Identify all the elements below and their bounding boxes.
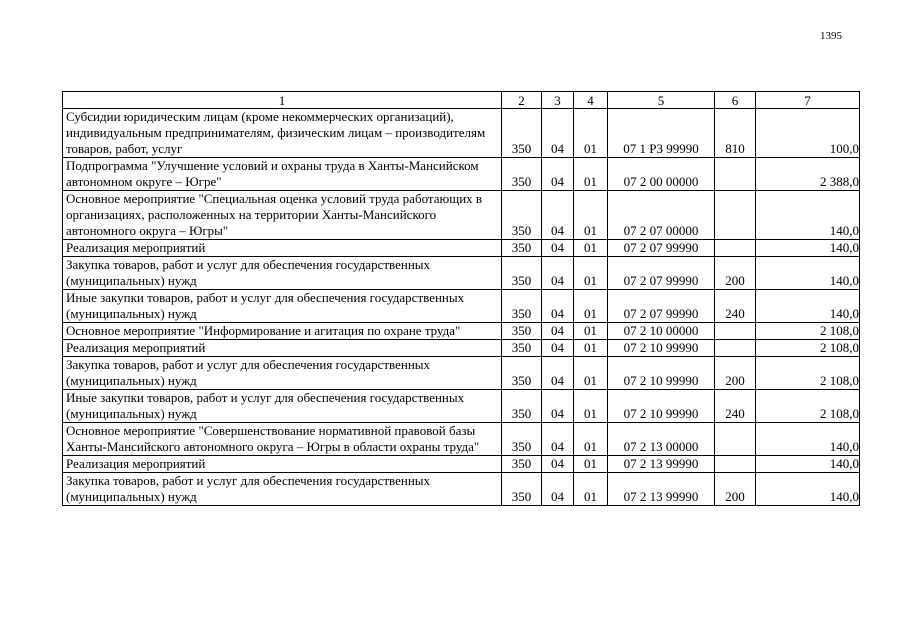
cell-section: 04 bbox=[542, 456, 574, 473]
table-row bbox=[63, 257, 860, 290]
cell-amount: 140,0 bbox=[756, 240, 860, 257]
table-row bbox=[63, 423, 860, 456]
cell-amount: 2 108,0 bbox=[756, 357, 860, 390]
cell-target-article: 07 2 07 00000 bbox=[608, 191, 715, 240]
row-name: Реализация мероприятий bbox=[63, 240, 502, 257]
cell-expense-type: 240 bbox=[715, 290, 756, 323]
column-header: 2 bbox=[502, 92, 542, 109]
page-number: 1395 bbox=[820, 30, 842, 42]
cell-target-article: 07 2 07 99990 bbox=[608, 257, 715, 290]
cell-target-article: 07 2 10 99990 bbox=[608, 390, 715, 423]
cell-target-article: 07 2 10 00000 bbox=[608, 323, 715, 340]
table-row bbox=[63, 240, 860, 257]
cell-subsection: 01 bbox=[574, 423, 608, 456]
cell-section: 04 bbox=[542, 423, 574, 456]
cell-expense-type bbox=[715, 340, 756, 357]
cell-section: 04 bbox=[542, 257, 574, 290]
cell-subsection: 01 bbox=[574, 390, 608, 423]
row-name: Основное мероприятие "Информирование и агитация по охране труда" bbox=[63, 323, 502, 340]
table-row bbox=[63, 473, 860, 506]
table-row bbox=[63, 357, 860, 390]
cell-subsection: 01 bbox=[574, 290, 608, 323]
cell-subsection: 01 bbox=[574, 340, 608, 357]
cell-subsection: 01 bbox=[574, 357, 608, 390]
cell-section: 04 bbox=[542, 109, 574, 158]
cell-expense-type: 810 bbox=[715, 109, 756, 158]
cell-ministry-code: 350 bbox=[502, 323, 542, 340]
cell-section: 04 bbox=[542, 390, 574, 423]
cell-ministry-code: 350 bbox=[502, 191, 542, 240]
cell-target-article: 07 2 07 99990 bbox=[608, 290, 715, 323]
cell-target-article: 07 1 P3 99990 bbox=[608, 109, 715, 158]
cell-amount: 100,0 bbox=[756, 109, 860, 158]
cell-amount: 2 108,0 bbox=[756, 323, 860, 340]
row-name: Закупка товаров, работ и услуг для обеспечения государственных (муниципальных) нужд bbox=[63, 473, 502, 506]
table-row bbox=[63, 456, 860, 473]
cell-section: 04 bbox=[542, 158, 574, 191]
column-header: 5 bbox=[608, 92, 715, 109]
cell-section: 04 bbox=[542, 290, 574, 323]
column-header: 7 bbox=[756, 92, 860, 109]
cell-ministry-code: 350 bbox=[502, 357, 542, 390]
cell-subsection: 01 bbox=[574, 473, 608, 506]
cell-target-article: 07 2 00 00000 bbox=[608, 158, 715, 191]
table-row bbox=[63, 290, 860, 323]
cell-section: 04 bbox=[542, 240, 574, 257]
cell-section: 04 bbox=[542, 191, 574, 240]
cell-ministry-code: 350 bbox=[502, 257, 542, 290]
cell-target-article: 07 2 10 99990 bbox=[608, 357, 715, 390]
cell-amount: 2 108,0 bbox=[756, 340, 860, 357]
cell-ministry-code: 350 bbox=[502, 109, 542, 158]
row-name: Закупка товаров, работ и услуг для обеспечения государственных (муниципальных) нужд bbox=[63, 257, 502, 290]
cell-section: 04 bbox=[542, 473, 574, 506]
cell-amount: 140,0 bbox=[756, 257, 860, 290]
cell-expense-type bbox=[715, 158, 756, 191]
table-row bbox=[63, 323, 860, 340]
table-row bbox=[63, 109, 860, 158]
cell-ministry-code: 350 bbox=[502, 456, 542, 473]
cell-expense-type bbox=[715, 191, 756, 240]
cell-ministry-code: 350 bbox=[502, 423, 542, 456]
row-name: Реализация мероприятий bbox=[63, 456, 502, 473]
cell-subsection: 01 bbox=[574, 456, 608, 473]
cell-ministry-code: 350 bbox=[502, 240, 542, 257]
table-row bbox=[63, 191, 860, 240]
cell-expense-type bbox=[715, 240, 756, 257]
cell-ministry-code: 350 bbox=[502, 473, 542, 506]
cell-target-article: 07 2 13 99990 bbox=[608, 456, 715, 473]
cell-subsection: 01 bbox=[574, 191, 608, 240]
cell-subsection: 01 bbox=[574, 109, 608, 158]
table-row bbox=[63, 340, 860, 357]
cell-amount: 2 388,0 bbox=[756, 158, 860, 191]
row-name: Иные закупки товаров, работ и услуг для обеспечения государственных (муниципальных) нужд bbox=[63, 290, 502, 323]
cell-amount: 140,0 bbox=[756, 423, 860, 456]
cell-target-article: 07 2 10 99990 bbox=[608, 340, 715, 357]
cell-amount: 140,0 bbox=[756, 290, 860, 323]
cell-subsection: 01 bbox=[574, 323, 608, 340]
cell-amount: 140,0 bbox=[756, 473, 860, 506]
cell-amount: 140,0 bbox=[756, 191, 860, 240]
cell-expense-type: 200 bbox=[715, 257, 756, 290]
table-row bbox=[63, 158, 860, 191]
cell-target-article: 07 2 13 00000 bbox=[608, 423, 715, 456]
cell-amount: 2 108,0 bbox=[756, 390, 860, 423]
cell-ministry-code: 350 bbox=[502, 290, 542, 323]
cell-expense-type bbox=[715, 423, 756, 456]
cell-expense-type: 200 bbox=[715, 473, 756, 506]
cell-subsection: 01 bbox=[574, 257, 608, 290]
cell-target-article: 07 2 07 99990 bbox=[608, 240, 715, 257]
table-header-row bbox=[63, 92, 860, 109]
column-header: 6 bbox=[715, 92, 756, 109]
column-header: 4 bbox=[574, 92, 608, 109]
cell-subsection: 01 bbox=[574, 158, 608, 191]
cell-ministry-code: 350 bbox=[502, 390, 542, 423]
cell-subsection: 01 bbox=[574, 240, 608, 257]
row-name: Иные закупки товаров, работ и услуг для обеспечения государственных (муниципальных) нужд bbox=[63, 390, 502, 423]
cell-section: 04 bbox=[542, 357, 574, 390]
cell-amount: 140,0 bbox=[756, 456, 860, 473]
cell-ministry-code: 350 bbox=[502, 340, 542, 357]
cell-section: 04 bbox=[542, 323, 574, 340]
cell-expense-type: 200 bbox=[715, 357, 756, 390]
budget-table bbox=[62, 91, 860, 506]
row-name: Реализация мероприятий bbox=[63, 340, 502, 357]
cell-expense-type: 240 bbox=[715, 390, 756, 423]
cell-target-article: 07 2 13 99990 bbox=[608, 473, 715, 506]
cell-ministry-code: 350 bbox=[502, 158, 542, 191]
row-name: Основное мероприятие "Совершенствование нормативной правовой базы Ханты-Мансийского автономного округа – Югры в области охраны труда" bbox=[63, 423, 502, 456]
row-name: Основное мероприятие "Специальная оценка условий труда работающих в организациях, расположенных на территории Ханты-Мансийского автономного округа – Югры" bbox=[63, 191, 502, 240]
cell-section: 04 bbox=[542, 340, 574, 357]
row-name: Субсидии юридическим лицам (кроме некоммерческих организаций), индивидуальным предпринимателям, физическим лицам – производителям товаров, работ, услуг bbox=[63, 109, 502, 158]
cell-expense-type bbox=[715, 456, 756, 473]
table-row bbox=[63, 390, 860, 423]
column-header: 3 bbox=[542, 92, 574, 109]
column-header: 1 bbox=[63, 92, 502, 109]
row-name: Закупка товаров, работ и услуг для обеспечения государственных (муниципальных) нужд bbox=[63, 357, 502, 390]
row-name: Подпрограмма "Улучшение условий и охраны труда в Ханты-Мансийском автономном округе – Югре" bbox=[63, 158, 502, 191]
cell-expense-type bbox=[715, 323, 756, 340]
